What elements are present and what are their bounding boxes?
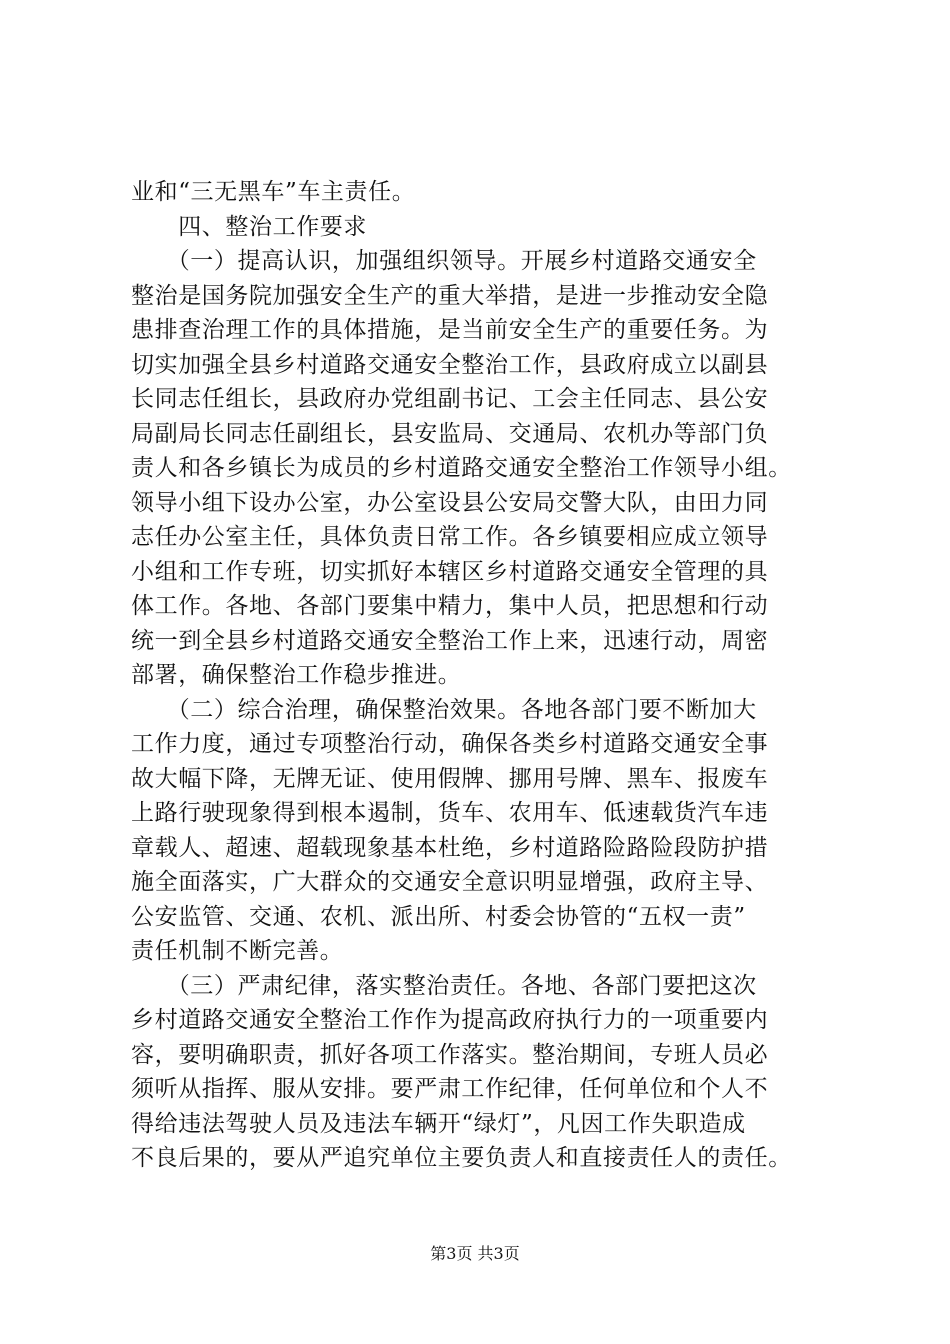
text-line: （二）综合治理，确保整治效果。各地各部门要不断加大	[131, 696, 757, 723]
text-line: 小组和工作专班，切实抓好本辖区乡村道路交通安全管理的具	[131, 558, 769, 585]
section-heading: 四、整治工作要求	[131, 213, 367, 240]
text-line: 上路行驶现象得到根本遏制，货车、农用车、低速载货汽车违	[131, 800, 769, 826]
text-line: 切实加强全县乡村道路交通安全整治工作，县政府成立以副县	[131, 351, 769, 378]
text-line: 局副局长同志任副组长，县安监局、交通局、农机办等部门负	[131, 420, 769, 447]
text-line: 体工作。各地、各部门要集中精力，集中人员，把思想和行动	[131, 593, 769, 619]
text-line: 长同志任组长，县政府办党组副书记、工会主任同志、县公安	[131, 386, 769, 412]
text-line: 不良后果的，要从严追究单位主要负责人和直接责任人的责任。	[131, 1145, 792, 1171]
page-footer	[0, 1244, 950, 1264]
text-line: 容，要明确职责，抓好各项工作落实。整治期间，专班人员必	[131, 1041, 769, 1068]
text-line: 章载人、超速、超载现象基本杜绝，乡村道路险路险段防护措	[131, 834, 769, 861]
text-line: 业和“三无黑车”车主责任。	[131, 179, 416, 205]
text-line: 患排查治理工作的具体措施，是当前安全生产的重要任务。为	[131, 317, 769, 343]
text-line: 公安监管、交通、农机、派出所、村委会协管的“五权一责”	[131, 903, 746, 930]
text-line: 故大幅下降，无牌无证、使用假牌、挪用号牌、黑车、报废车	[131, 765, 769, 792]
text-line: 乡村道路交通安全整治工作作为提高政府执行力的一项重要内	[131, 1007, 769, 1033]
text-line: 得给违法驾驶人员及违法车辆开“绿灯”，凡因工作失职造成	[131, 1110, 746, 1137]
document-body	[131, 175, 851, 1176]
text-line: 志任办公室主任，具体负责日常工作。各乡镇要相应成立领导	[131, 524, 769, 550]
text-line: 统一到全县乡村道路交通安全整治工作上来，迅速行动，周密	[131, 627, 769, 654]
text-line: （一）提高认识，加强组织领导。开展乡村道路交通安全	[131, 248, 757, 274]
text-line: 工作力度，通过专项整治行动，确保各类乡村道路交通安全事	[131, 731, 769, 757]
text-line: 施全面落实，广大群众的交通安全意识明显增强，政府主导、	[131, 869, 769, 895]
page-number: 第3页 共3页	[430, 1244, 520, 1263]
text-line: 须听从指挥、服从安排。要严肃工作纪律，任何单位和个人不	[131, 1076, 769, 1102]
text-line: 责任机制不断完善。	[131, 938, 344, 964]
text-line: （三）严肃纪律，落实整治责任。各地、各部门要把这次	[131, 972, 757, 999]
text-line: 领导小组下设办公室，办公室设县公安局交警大队，由田力同	[131, 489, 769, 516]
text-line: 整治是国务院加强安全生产的重大举措，是进一步推动安全隐	[131, 282, 769, 309]
text-line: 部署，确保整治工作稳步推进。	[131, 662, 462, 688]
text-line: 责人和各乡镇长为成员的乡村道路交通安全整治工作领导小组。	[131, 455, 792, 481]
